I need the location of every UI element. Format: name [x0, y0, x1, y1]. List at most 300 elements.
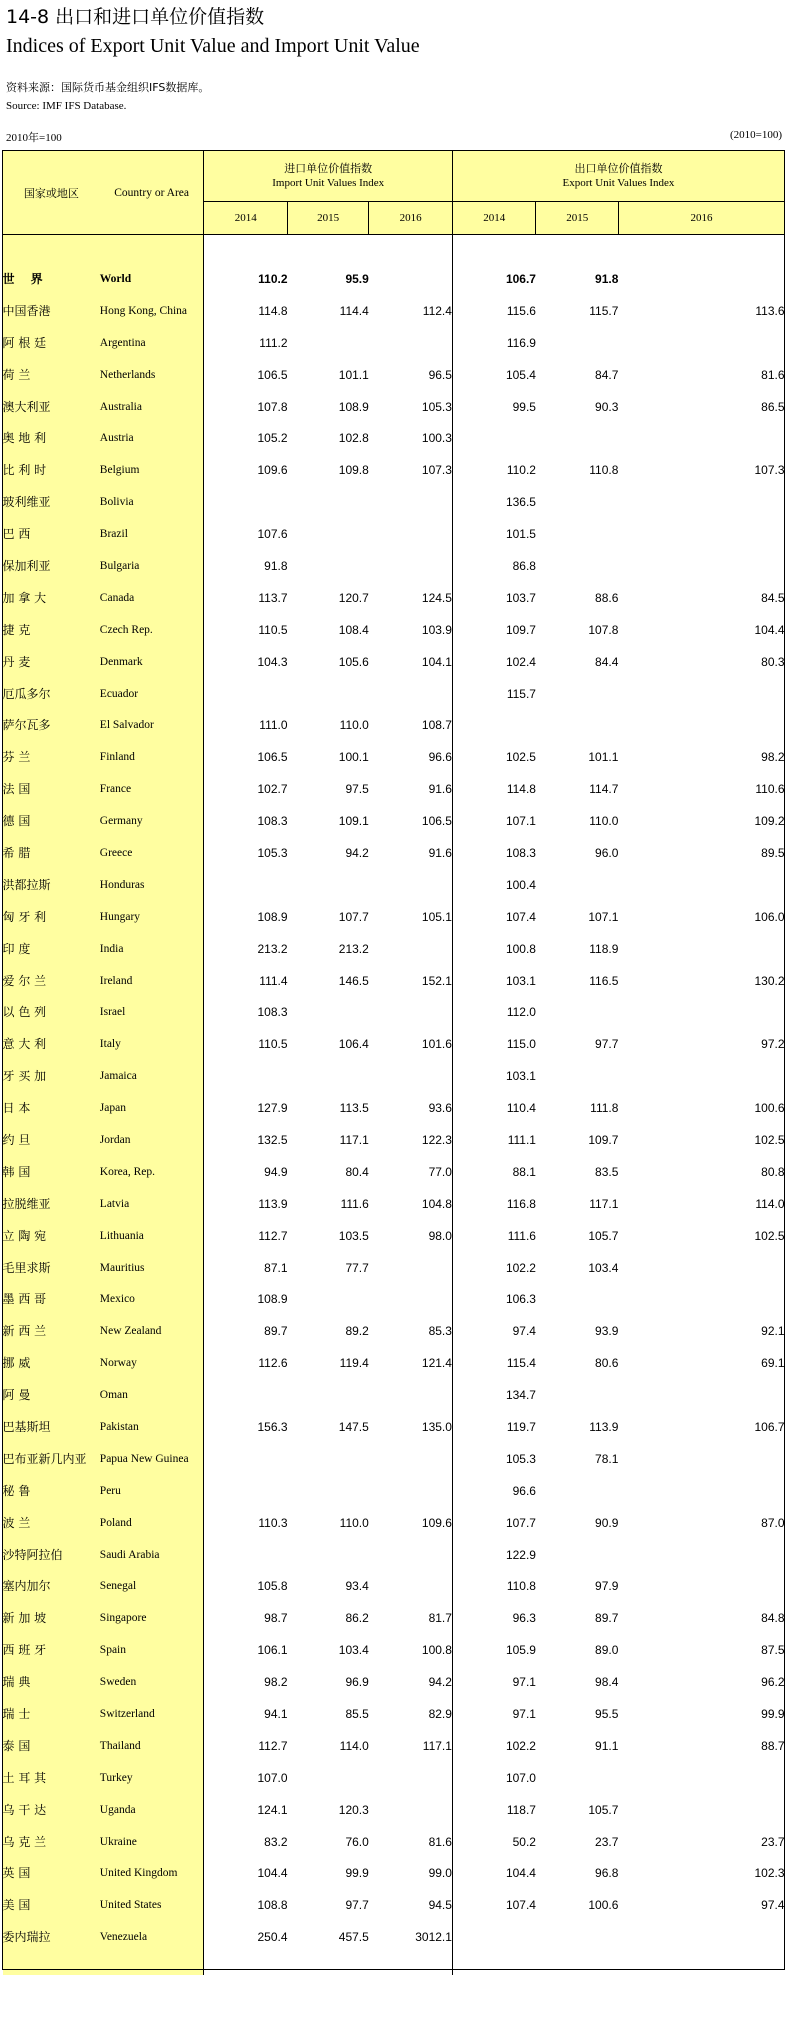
- export-value-cell: 50.2: [452, 1826, 536, 1858]
- country-name-cn: 爱 尔 兰: [3, 965, 100, 997]
- import-value-cell: [369, 327, 453, 359]
- export-value-cell: 102.5: [452, 741, 536, 773]
- import-value-cell: 121.4: [421, 1356, 452, 1371]
- title-cn: 14-8 出口和进口单位价值指数: [6, 6, 265, 28]
- import-value-cell: [369, 1475, 453, 1507]
- export-value-cell: [536, 1284, 618, 1316]
- import-value-cell: 96.6: [428, 750, 452, 765]
- export-value-cell: 96.2: [761, 1675, 785, 1690]
- col-header-country-en: Country or Area: [100, 151, 204, 235]
- import-value-cell: [369, 996, 453, 1028]
- export-value-cell: [536, 422, 618, 454]
- country-name-en: Pakistan: [100, 1411, 204, 1443]
- export-value-cell: 100.6: [588, 1898, 619, 1913]
- import-value-cell: 135.0: [421, 1420, 452, 1434]
- import-value-cell: [288, 518, 369, 550]
- export-value-cell: 88.6: [595, 590, 619, 605]
- export-value-cell: 111.1: [452, 1124, 536, 1156]
- export-value-cell: [618, 678, 784, 710]
- country-name-en: New Zealand: [100, 1315, 204, 1347]
- export-value-cell: 111.6: [452, 1220, 536, 1252]
- export-value-cell: 106.3: [452, 1284, 536, 1316]
- base-year-en: (2010=100): [729, 129, 782, 141]
- export-value-cell: 78.1: [595, 1451, 619, 1466]
- table-row: [3, 1379, 785, 1411]
- country-name-cn: 希 腊: [3, 837, 100, 869]
- year-header: 2014: [204, 202, 288, 235]
- import-value-cell: 117.1: [339, 1132, 369, 1147]
- import-value-cell: 113.7: [204, 582, 288, 614]
- table-row: [3, 1411, 785, 1443]
- table-row: [3, 327, 785, 359]
- export-header-en: Export Unit Values Index: [562, 177, 675, 189]
- export-value-cell: 96.6: [452, 1475, 536, 1507]
- import-value-cell: [369, 1443, 453, 1475]
- import-value-cell: 109.6: [204, 454, 288, 486]
- import-value-cell: 97.7: [345, 1898, 369, 1913]
- country-name-cn: 洪都拉斯: [3, 869, 100, 901]
- export-value-cell: [536, 678, 618, 710]
- import-value-cell: 81.6: [428, 1834, 452, 1849]
- country-name-cn: 拉脱维亚: [3, 1188, 100, 1220]
- export-value-cell: 111.8: [590, 1101, 619, 1116]
- import-value-cell: [369, 550, 453, 582]
- country-name-cn: 芬 兰: [3, 741, 100, 773]
- import-value-cell: 89.2: [345, 1324, 369, 1339]
- export-value-cell: 80.6: [595, 1356, 619, 1371]
- import-value-cell: 105.3: [421, 399, 452, 414]
- export-value-cell: 80.3: [761, 654, 785, 669]
- import-value-cell: 99.9: [345, 1866, 369, 1881]
- export-value-cell: [618, 1060, 784, 1092]
- import-value-cell: [369, 1762, 453, 1794]
- import-value-cell: [369, 486, 453, 518]
- import-value-cell: [369, 1571, 453, 1603]
- export-value-cell: 107.0: [452, 1762, 536, 1794]
- export-value-cell: 118.9: [589, 941, 619, 956]
- import-value-cell: [204, 1379, 288, 1411]
- import-value-cell: [288, 1379, 369, 1411]
- country-name-en: World: [100, 263, 204, 295]
- export-value-cell: 89.7: [595, 1611, 619, 1626]
- export-value-cell: 113.9: [589, 1420, 619, 1434]
- import-value-cell: 109.6: [421, 1515, 452, 1530]
- export-value-cell: 92.1: [761, 1324, 785, 1339]
- table-row: [3, 1666, 785, 1698]
- import-value-cell: 107.3: [421, 463, 452, 478]
- export-value-cell: [618, 518, 784, 550]
- country-name-en: Papua New Guinea: [100, 1443, 204, 1475]
- import-value-cell: 108.3: [204, 805, 288, 837]
- export-value-cell: 109.2: [754, 814, 785, 829]
- import-value-cell: 107.6: [204, 518, 288, 550]
- import-value-cell: 93.4: [345, 1579, 369, 1594]
- import-value-cell: 104.4: [204, 1858, 288, 1890]
- import-value-cell: 100.1: [338, 750, 369, 765]
- table-row: [3, 1762, 785, 1794]
- export-value-cell: [536, 550, 618, 582]
- table-row: [3, 454, 785, 486]
- country-name-en: Honduras: [100, 869, 204, 901]
- export-value-cell: [536, 709, 618, 741]
- import-value-cell: [369, 1060, 453, 1092]
- import-value-cell: 3012.1: [415, 1930, 452, 1945]
- export-value-cell: 110.4: [452, 1092, 536, 1124]
- import-value-cell: [369, 263, 453, 295]
- import-value-cell: 105.6: [338, 654, 369, 669]
- import-value-cell: [369, 1379, 453, 1411]
- table-row: [3, 486, 785, 518]
- country-name-cn: 英 国: [3, 1858, 100, 1890]
- country-name-en: Turkey: [100, 1762, 204, 1794]
- export-value-cell: [536, 1762, 618, 1794]
- import-value-cell: 112.6: [204, 1347, 288, 1379]
- table-row: [3, 805, 785, 837]
- import-value-cell: 81.7: [428, 1611, 452, 1626]
- import-value-cell: 94.2: [345, 845, 369, 860]
- import-value-cell: 106.5: [204, 359, 288, 391]
- export-value-cell: 86.8: [452, 550, 536, 582]
- import-value-cell: 103.4: [338, 1643, 369, 1658]
- import-value-cell: 120.3: [338, 1802, 369, 1817]
- country-name-en: Australia: [100, 391, 204, 423]
- table-row: [3, 391, 785, 423]
- import-value-cell: 108.9: [204, 901, 288, 933]
- import-value-cell: 103.5: [338, 1228, 369, 1243]
- table-row: [3, 1858, 785, 1890]
- export-value-cell: [618, 869, 784, 901]
- import-value-cell: 94.5: [428, 1898, 452, 1913]
- export-value-cell: 107.3: [754, 463, 785, 478]
- import-value-cell: 77.7: [345, 1260, 369, 1275]
- export-value-cell: 110.8: [452, 1571, 536, 1603]
- export-value-cell: 95.5: [595, 1707, 619, 1722]
- import-value-cell: 103.9: [421, 622, 452, 637]
- export-value-cell: 101.1: [588, 750, 619, 765]
- export-value-cell: 23.7: [595, 1834, 619, 1849]
- export-value-cell: 101.5: [452, 518, 536, 550]
- country-name-en: Canada: [100, 582, 204, 614]
- import-value-cell: 101.6: [421, 1037, 452, 1052]
- export-value-cell: 90.3: [595, 399, 619, 414]
- country-name-en: Thailand: [100, 1730, 204, 1762]
- import-value-cell: 108.8: [204, 1889, 288, 1921]
- import-value-cell: 250.4: [204, 1921, 288, 1975]
- export-value-cell: 109.7: [452, 614, 536, 646]
- export-value-cell: 115.7: [589, 303, 619, 318]
- import-value-cell: 76.0: [345, 1834, 369, 1849]
- import-value-cell: 146.5: [338, 973, 369, 988]
- col-header-export: [452, 151, 784, 202]
- country-name-cn: 立 陶 宛: [3, 1220, 100, 1252]
- country-name-en: Hungary: [100, 901, 204, 933]
- export-value-cell: 109.7: [588, 1132, 619, 1147]
- export-value-cell: 91.1: [595, 1738, 619, 1753]
- source-en: Source: IMF IFS Database.: [6, 100, 127, 112]
- import-value-cell: [369, 1252, 453, 1284]
- country-name-cn: 秘 鲁: [3, 1475, 100, 1507]
- import-value-cell: 100.3: [421, 431, 452, 446]
- import-value-cell: 111.6: [340, 1196, 369, 1211]
- import-value-cell: 106.5: [421, 814, 452, 829]
- import-value-cell: [204, 1539, 288, 1571]
- country-name-cn: 世 界: [3, 263, 100, 295]
- export-value-cell: 91.8: [595, 271, 619, 286]
- export-value-cell: [536, 1379, 618, 1411]
- import-value-cell: [288, 1762, 369, 1794]
- country-name-cn: 约 旦: [3, 1124, 100, 1156]
- export-value-cell: 84.4: [595, 654, 619, 669]
- import-value-cell: 110.5: [204, 1028, 288, 1060]
- export-value-cell: 105.4: [452, 359, 536, 391]
- import-value-cell: 109.1: [338, 814, 369, 829]
- import-value-cell: 111.0: [204, 709, 288, 741]
- table-row: [3, 422, 785, 454]
- country-name-cn: 牙 买 加: [3, 1060, 100, 1092]
- export-value-cell: [536, 1921, 618, 1975]
- export-header-cn: 出口单位价值指数: [574, 162, 663, 175]
- export-value-cell: 97.9: [595, 1579, 619, 1594]
- export-value-cell: [618, 996, 784, 1028]
- country-name-cn: 厄瓜多尔: [3, 678, 100, 710]
- country-name-en: United Kingdom: [100, 1858, 204, 1890]
- export-value-cell: 84.8: [761, 1611, 785, 1626]
- import-value-cell: 104.8: [421, 1196, 452, 1211]
- export-value-cell: [618, 1475, 784, 1507]
- country-name-en: Oman: [100, 1379, 204, 1411]
- country-name-en: Finland: [100, 741, 204, 773]
- country-name-en: Singapore: [100, 1602, 204, 1634]
- export-value-cell: 107.7: [452, 1507, 536, 1539]
- import-value-cell: 156.3: [204, 1411, 288, 1443]
- country-name-en: Denmark: [100, 646, 204, 678]
- table-row: [3, 1028, 785, 1060]
- export-value-cell: 130.2: [754, 973, 785, 988]
- country-name-cn: 韩 国: [3, 1156, 100, 1188]
- import-value-cell: [288, 1443, 369, 1475]
- table-row: [3, 263, 785, 295]
- import-value-cell: 113.9: [204, 1188, 288, 1220]
- country-name-cn: 丹 麦: [3, 646, 100, 678]
- export-value-cell: 87.0: [761, 1515, 785, 1530]
- export-value-cell: 115.6: [452, 295, 536, 327]
- country-name-cn: 意 大 利: [3, 1028, 100, 1060]
- country-name-en: Austria: [100, 422, 204, 454]
- import-value-cell: [288, 486, 369, 518]
- page-header: [6, 4, 776, 114]
- import-value-cell: 124.1: [204, 1794, 288, 1826]
- country-name-en: Germany: [100, 805, 204, 837]
- table-row: [3, 1602, 785, 1634]
- import-value-cell: 105.1: [421, 909, 452, 924]
- import-value-cell: [288, 1475, 369, 1507]
- country-name-cn: 巴基斯坦: [3, 1411, 100, 1443]
- export-value-cell: 100.8: [452, 933, 536, 965]
- export-value-cell: 89.0: [595, 1643, 619, 1658]
- import-value-cell: [369, 1794, 453, 1826]
- import-value-cell: 107.7: [338, 909, 369, 924]
- import-value-cell: 105.8: [204, 1571, 288, 1603]
- table-row: [3, 1315, 785, 1347]
- table-row: [3, 295, 785, 327]
- export-value-cell: 90.9: [595, 1515, 619, 1530]
- import-value-cell: 114.4: [339, 303, 369, 318]
- table-row: [3, 1539, 785, 1571]
- export-value-cell: 103.4: [588, 1260, 619, 1275]
- export-value-cell: [618, 1443, 784, 1475]
- export-value-cell: 108.3: [452, 837, 536, 869]
- export-value-cell: [618, 1252, 784, 1284]
- export-value-cell: 116.8: [452, 1188, 536, 1220]
- export-value-cell: 107.4: [452, 901, 536, 933]
- country-name-cn: 以 色 列: [3, 996, 100, 1028]
- country-name-cn: 瑞 士: [3, 1698, 100, 1730]
- export-value-cell: [618, 1921, 784, 1975]
- export-value-cell: 103.1: [452, 965, 536, 997]
- export-value-cell: [452, 422, 536, 454]
- import-value-cell: 96.9: [345, 1675, 369, 1690]
- table-row: [3, 869, 785, 901]
- country-name-cn: 瑞 典: [3, 1666, 100, 1698]
- import-value-cell: 85.3: [428, 1324, 452, 1339]
- import-value-cell: 96.5: [428, 367, 452, 382]
- year-header: 2015: [536, 202, 618, 235]
- export-value-cell: 93.9: [595, 1324, 619, 1339]
- table-row: [3, 678, 785, 710]
- table-row: [3, 1443, 785, 1475]
- country-name-cn: 荷 兰: [3, 359, 100, 391]
- import-value-cell: 124.5: [421, 590, 452, 605]
- country-name-en: Mexico: [100, 1284, 204, 1316]
- import-value-cell: 111.2: [204, 327, 288, 359]
- export-value-cell: [618, 1762, 784, 1794]
- country-name-en: Bolivia: [100, 486, 204, 518]
- country-name-cn: 美 国: [3, 1889, 100, 1921]
- export-value-cell: 96.8: [595, 1866, 619, 1881]
- year-header: 2014: [452, 202, 536, 235]
- country-name-en: Argentina: [100, 327, 204, 359]
- table-row: [3, 359, 785, 391]
- table-row: [3, 741, 785, 773]
- table-row: [3, 1475, 785, 1507]
- country-name-cn: 墨 西 哥: [3, 1284, 100, 1316]
- country-name-cn: 印 度: [3, 933, 100, 965]
- export-value-cell: 107.8: [588, 622, 619, 637]
- country-name-en: Jordan: [100, 1124, 204, 1156]
- export-value-cell: 81.6: [761, 367, 785, 382]
- export-value-cell: 86.5: [761, 399, 785, 414]
- import-value-cell: 86.2: [345, 1611, 369, 1626]
- import-value-cell: 104.1: [421, 654, 452, 669]
- export-value-cell: 103.1: [452, 1060, 536, 1092]
- country-name-en: Korea, Rep.: [100, 1156, 204, 1188]
- import-value-cell: 108.9: [204, 1284, 288, 1316]
- import-value-cell: [369, 1284, 453, 1316]
- export-value-cell: 100.4: [452, 869, 536, 901]
- import-value-cell: 101.1: [338, 367, 369, 382]
- country-name-cn: 萨尔瓦多: [3, 709, 100, 741]
- import-value-cell: 98.2: [204, 1666, 288, 1698]
- export-value-cell: [536, 518, 618, 550]
- export-value-cell: 112.0: [452, 996, 536, 1028]
- export-value-cell: [536, 327, 618, 359]
- export-value-cell: 115.4: [452, 1347, 536, 1379]
- country-name-cn: 玻利维亚: [3, 486, 100, 518]
- import-value-cell: 100.8: [421, 1643, 452, 1658]
- export-value-cell: [536, 1539, 618, 1571]
- country-name-en: Sweden: [100, 1666, 204, 1698]
- table-row: [3, 1730, 785, 1762]
- table-row: [3, 550, 785, 582]
- import-value-cell: 106.5: [204, 741, 288, 773]
- table-row: [3, 1060, 785, 1092]
- country-name-cn: 捷 克: [3, 614, 100, 646]
- export-value-cell: 88.7: [761, 1738, 785, 1753]
- country-name-cn: 阿 根 廷: [3, 327, 100, 359]
- table-row: [3, 1220, 785, 1252]
- import-value-cell: [204, 1060, 288, 1092]
- country-name-en: Poland: [100, 1507, 204, 1539]
- table-row: [3, 1698, 785, 1730]
- export-value-cell: [452, 709, 536, 741]
- country-name-en: Greece: [100, 837, 204, 869]
- table-row: [3, 1284, 785, 1316]
- year-header: 2015: [288, 202, 369, 235]
- country-name-en: Belgium: [100, 454, 204, 486]
- import-value-cell: 99.0: [428, 1866, 452, 1881]
- country-name-cn: 阿 曼: [3, 1379, 100, 1411]
- country-name-cn: 匈 牙 利: [3, 901, 100, 933]
- table-row: [3, 1571, 785, 1603]
- export-value-cell: [618, 1379, 784, 1411]
- import-value-cell: 111.4: [204, 965, 288, 997]
- table-row: [3, 1347, 785, 1379]
- export-value-cell: 97.4: [452, 1315, 536, 1347]
- export-value-cell: 96.0: [595, 845, 619, 860]
- source-cn: 资料来源：国际货币基金组织IFS数据库。: [6, 81, 210, 94]
- table-row: [3, 1634, 785, 1666]
- export-value-cell: 98.4: [595, 1675, 619, 1690]
- import-value-cell: 120.7: [338, 590, 369, 605]
- country-name-en: Ecuador: [100, 678, 204, 710]
- table-row: [3, 518, 785, 550]
- import-value-cell: 112.7: [204, 1730, 288, 1762]
- export-value-cell: 116.9: [452, 327, 536, 359]
- country-name-en: Italy: [100, 1028, 204, 1060]
- import-value-cell: 152.1: [421, 973, 452, 988]
- country-name-cn: 巴布亚新几内亚: [3, 1443, 100, 1475]
- table-row: [3, 996, 785, 1028]
- table-row: [3, 901, 785, 933]
- export-value-cell: 110.8: [589, 463, 619, 478]
- country-name-en: El Salvador: [100, 709, 204, 741]
- export-value-cell: 23.7: [761, 1834, 785, 1849]
- country-name-cn: 新 西 兰: [3, 1315, 100, 1347]
- import-value-cell: 114.8: [204, 295, 288, 327]
- import-value-cell: 87.1: [204, 1252, 288, 1284]
- import-value-cell: [369, 518, 453, 550]
- base-year-cn: 2010年=100: [6, 132, 62, 144]
- import-value-cell: 91.8: [204, 550, 288, 582]
- export-value-cell: 114.7: [589, 782, 619, 797]
- export-value-cell: 87.5: [761, 1643, 785, 1658]
- country-name-cn: 巴 西: [3, 518, 100, 550]
- import-value-cell: 117.1: [422, 1738, 452, 1753]
- export-value-cell: [452, 1921, 536, 1975]
- import-value-cell: 107.0: [204, 1762, 288, 1794]
- export-value-cell: 136.5: [452, 486, 536, 518]
- export-value-cell: [618, 1284, 784, 1316]
